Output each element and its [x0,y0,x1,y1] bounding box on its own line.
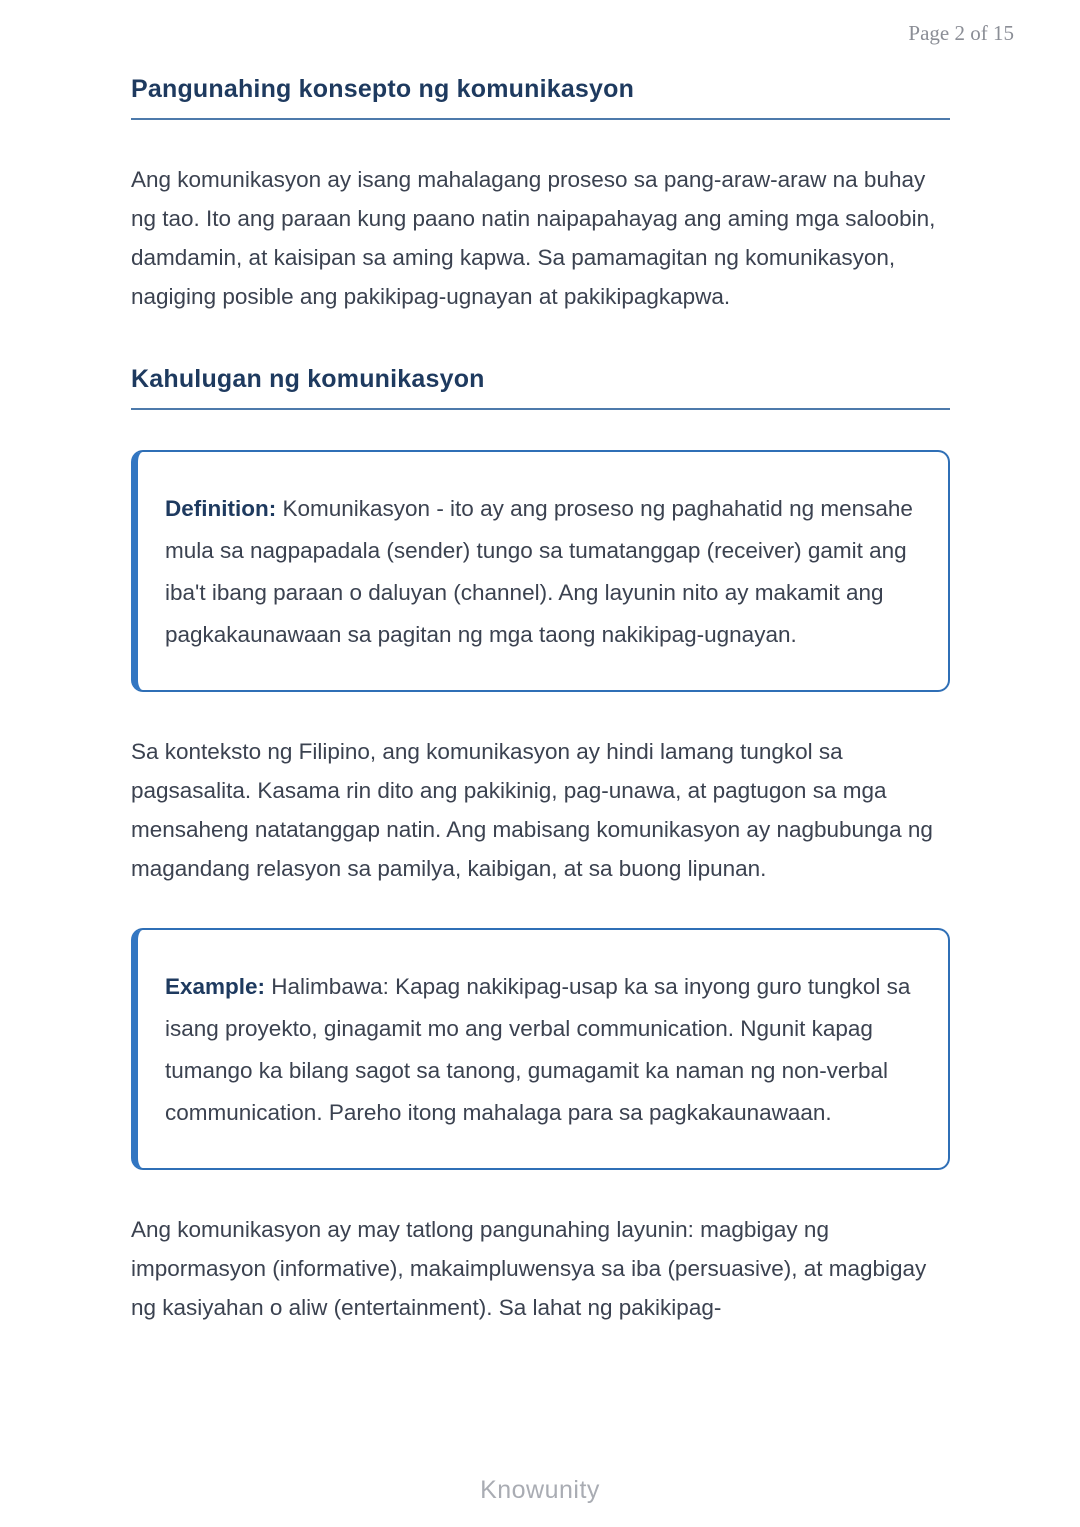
page-number: Page 2 of 15 [908,21,1014,45]
page-content [0,74,1080,1327]
context-paragraph: Sa konteksto ng Filipino, ang komunikasyon ay hindi lamang tungkol sa pagsasalita. Kasama rin dito ang pakikinig, pag-unawa, at pagtugon sa mga mensaheng natatanggap natin. Ang mabisang komunikasyon ay nagbubunga ng magandang relasyon sa pamilya, kaibigan, at sa buong lipunan. [131,739,933,881]
example-paragraph [165,966,918,1134]
example-box [131,928,950,1170]
definition-text: Komunikasyon - ito ay ang proseso ng paghahatid ng mensahe mula sa nagpapadala (sender) tungo sa tumatanggap (receiver) gamit ang iba't ibang paraan o daluyan (channel). Ang layunin nito ay makamit ang pagkakaunawaan sa pagitan ng mga taong nakikipag-ugnayan. [165,496,913,647]
definition-paragraph [165,488,918,656]
section-heading-kahulugan: Kahulugan ng komunikasyon [131,364,950,410]
footer-brand: Knowunity [480,1476,600,1504]
example-label: Example: [165,974,266,999]
example-text: Halimbawa: Kapag nakikipag-usap ka sa inyong guro tungkol sa isang proyekto, ginagamit mo ang verbal communication. Ngunit kapag tumango ka bilang sagot sa tanong, gumagamit ka naman ng non-verbal communication. Pareho itong mahalaga para sa pagkakaunawaan. [165,974,911,1125]
definition-label: Definition: [165,496,277,521]
section-heading-pangunahing-konsepto: Pangunahing konsepto ng komunikasyon [131,74,950,120]
definition-box [131,450,950,692]
intro-paragraph: Ang komunikasyon ay isang mahalagang proseso sa pang-araw-araw na buhay ng tao. Ito ang paraan kung paano natin naipapahayag ang aming mga saloobin, damdamin, at kaisipan sa aming kapwa. Sa pamamagitan ng komunikasyon, nagiging posible ang pakikipag-ugnayan at pakikipagkapwa. [131,167,936,309]
closing-paragraph: Ang komunikasyon ay may tatlong pangunahing layunin: magbigay ng impormasyon (informative), makaimpluwensya sa iba (persuasive), at magbigay ng kasiyahan o aliw (entertainment). Sa lahat ng pakikipag- [131,1217,927,1320]
